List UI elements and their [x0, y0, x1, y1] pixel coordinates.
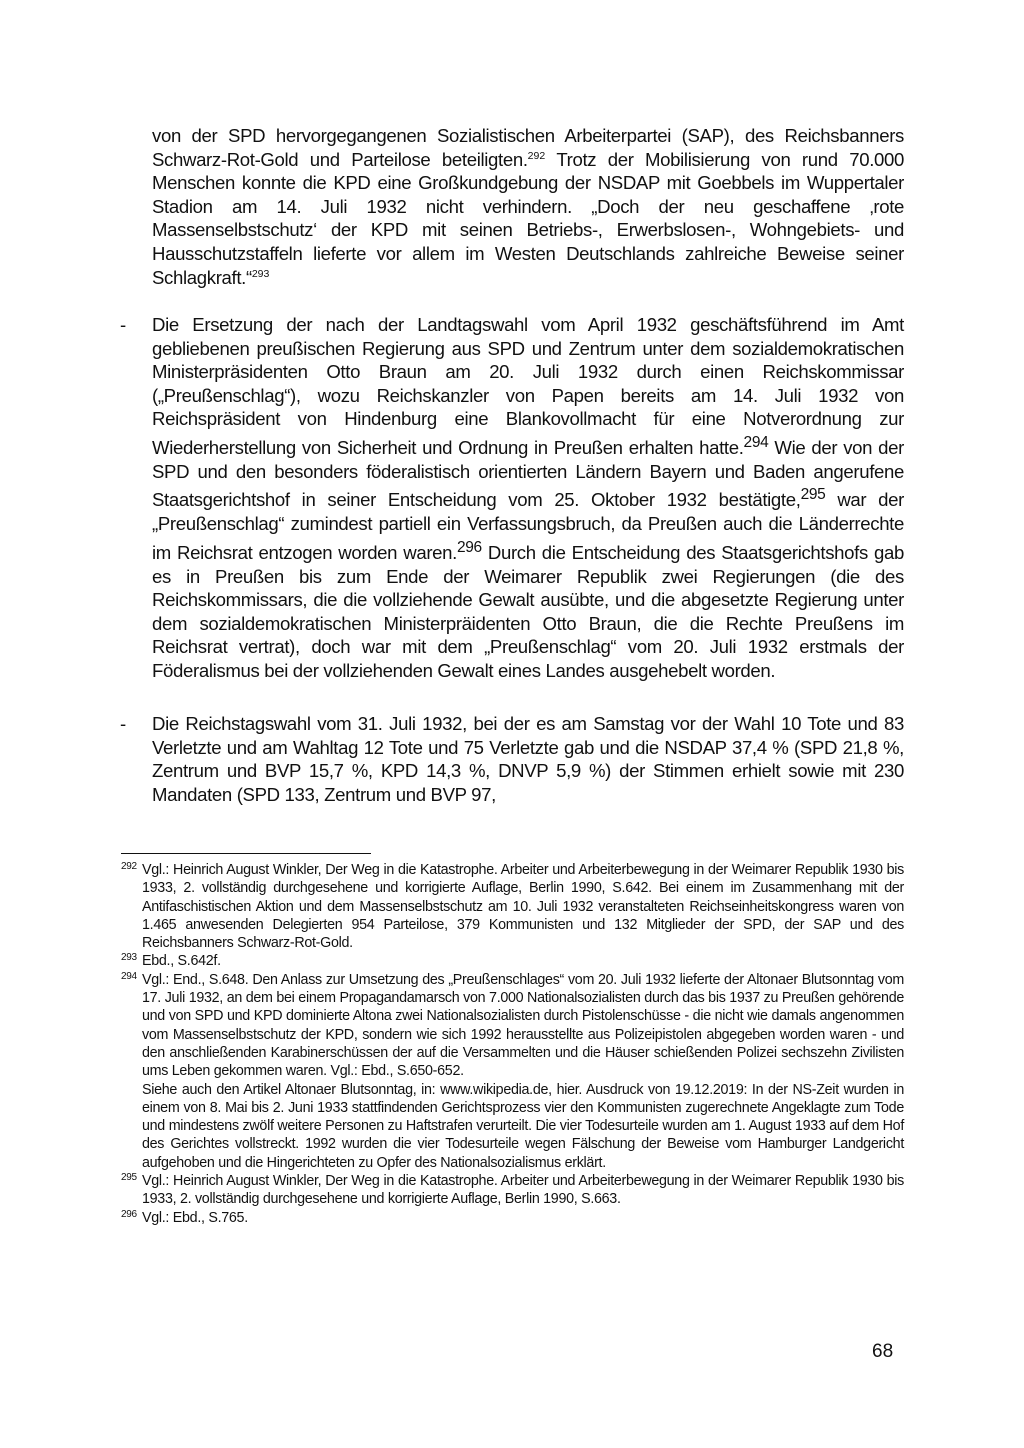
bullet-item-preussenschlag — [120, 313, 904, 682]
footnote-ref-293[interactable]: 293 — [251, 267, 270, 280]
footnote-number: 293 — [121, 952, 137, 964]
footnote-text: Ebd., S.642f. — [142, 953, 221, 970]
bullet-dash: - — [120, 314, 127, 335]
bullet-text-part: Wie der von der SPD und den besonders föderalistisch orientierten Ländern Bayern und Baden angerufene Staatsgerichtshof in seiner Entscheidung vom 25. Oktober 1932 bestätigte, — [152, 437, 904, 511]
page-number: 68 — [872, 1341, 894, 1362]
footnote-ref-295[interactable]: 295 — [800, 486, 826, 504]
footnote-ref-296[interactable]: 296 — [456, 538, 482, 556]
footnote-293 — [121, 952, 904, 970]
footnote-number: 295 — [121, 1172, 137, 1184]
bullet-text-part: Die Ersetzung der nach der Landtagswahl vom April 1932 geschäftsführend im Amt gebliebenen preußischen Regierung aus SPD und Zentrum unter dem sozialdemokratischen Ministerpräsidenten Otto Braun am 20. Juli 1932 durch einen Reichskommissar („Preußenschlag“), wozu Reichskanzler von Papen bereits am 14. Juli 1932 von Reichspräsident von Hindenburg eine Blankovollmacht für eine Notverordnung zur Wiederherstellung von Sicherheit und Ordnung in Preußen erhalten hatte. — [152, 314, 904, 459]
footnote-continuation: Siehe auch den Artikel Altonaer Blutsonntag, in: www.wikipedia.de, hier. Ausdruck von 19.12.2019: In der NS-Zeit wurden in einem von 8. Mai bis 2. Juni 1933 stattfindenden Gerichtsprozess vier den Kommunisten zugerechnete Angeklagte zum Tode und mindestens zwölf weitere Personen zu Haftstrafen verurteilt. Die vier Todesurteile wurden am 1. August 1933 auf dem Hof des Gerichtes vollstreckt. 1992 wurden die vier Todesurteile wegen Fälschung der Beweise vom Hamburger Landgericht aufgehoben und die Hingerichteten zu Opfer des Nationalsozialismus erklärt. — [142, 1081, 904, 1171]
footnote-number: 292 — [121, 861, 137, 872]
bullet-text: Die Reichstagswahl vom 31. Juli 1932, bei der es am Samstag vor der Wahl 10 Tote und 83 Verletzte und am Wahltag 12 Tote und 75 Verletzte gab und die NSDAP 37,4 % (SPD 21,8 %, Zentrum und BVP 15,7 %, KPD 14,3 %, DNVP 5,9 %) der Stimmen erhielt sowie mit 230 Mandaten (SPD 133, Zentrum und BVP 97, — [152, 713, 904, 805]
footnote-number: 296 — [121, 1208, 137, 1220]
footnote-294 — [121, 971, 904, 1172]
footnote-number: 294 — [121, 970, 137, 982]
footnote-292 — [121, 861, 904, 952]
footnote-text: Vgl.: Heinrich August Winkler, Der Weg in die Katastrophe. Arbeiter und Arbeiterbewegung in der Weimarer Republik 1930 bis 1933, 2. vollständig durchgesehene und korrigierte Auflage, Berlin 1990, S.663. — [142, 1173, 904, 1208]
bullet-text-part: Durch die Entscheidung des Staatsgerichtshofs gab es in Preußen bis zum Ende der Weimarer Republik zwei Regierungen (die des Reichskommissars, die die vollziehende Gewalt ausübte, und die abgesetzte Regierung unter dem sozialdemokratischen Ministerpräidenten Otto Braun, die die Rechte Preußens im Reichsrat vertrat), doch war mit dem „Preußenschlag“ vom 20. Juli 1932 erstmals der Föderalismus bei der vollziehenden Gewalt eines Landes ausgehebelt worden. — [152, 541, 904, 681]
bullet-dash: - — [120, 713, 127, 734]
intro-paragraph — [152, 124, 904, 289]
bullet-item-reichstagswahl — [120, 712, 904, 806]
footnote-separator — [121, 853, 371, 854]
footnote-296 — [121, 1209, 904, 1227]
footnote-text: Vgl.: Ebd., S.765. — [142, 1209, 248, 1226]
bullet-text-part: war der „Preußenschlag“ zumindest partiell ein Verfassungsbruch, da Preußen auch die Länderrechte im Reichsrat entzogen worden waren. — [152, 489, 905, 563]
paragraph-text: von der SPD hervorgegangenen Sozialistischen Arbeiterpartei (SAP), des Reichsbanners Schwarz-Rot-Gold und Parteilose beteiligten. — [152, 125, 904, 170]
bullet-text — [152, 313, 904, 682]
footnote-ref-292[interactable]: 292 — [527, 149, 546, 162]
paragraph-text: Trotz der Mobilisierung von rund 70.000 Menschen konnte die KPD eine Großkundgebung der NSDAP mit Goebbels im Wuppertaler Stadion am 14. Juli 1932 nicht verhindern. „Doch der neu geschaffene ‚rote Massenselbstschutz‘ der KPD mit seinen Betriebs-, Erwerbslosen-, Wohngebiets- und Hausschutzstaffeln lieferte vor allem im Westen Deutschlands zahlreiche Beweise seiner Schlagkraft.“ — [152, 148, 904, 288]
footnote-text: Vgl.: End., S.648. Den Anlass zur Umsetzung des „Preußenschlages“ vom 20. Juli 1932 lieferte der Altonaer Blutsonntag vom 17. Juli 1932, an dem bei einem Propagandamarsch von 7.000 Nationalsozialisten durch das bis 1937 zu Preußen gehörende und von SPD und KPD dominierte Altona zwei Nationalsozialisten durch Pistolenschüsse - die nicht wie damals angenommen vom Massenselbstschutz der KPD, sondern wie sich 1992 herausstellte aus Polizeipistolen abgegeben worden waren - und den anschließenden Karabinerschüssen der auf die Versammelten und die Häuser schießenden Polizei sechszehn Zivilisten ums Leben gekommen waren. Vgl.: Ebd., S.650-652. — [142, 971, 904, 1080]
footnote-ref-294[interactable]: 294 — [743, 433, 769, 451]
footnotes — [121, 861, 904, 1227]
footnote-295 — [121, 1172, 904, 1209]
footnote-text: Vgl.: Heinrich August Winkler, Der Weg in die Katastrophe. Arbeiter und Arbeiterbewegung in der Weimarer Republik 1930 bis 1933, 2. vollständig durchgesehene und korrigierte Auflage, Berlin 1990, S.642. Bei einem im Zusammenhang mit der Antifaschistischen Aktion und dem Massenselbstschutz am 10. Juli 1932 veranstalteten Reichseinheitskongress waren von 1.465 anwesenden Delegierten 954 Parteilose, 379 Kommunisten und 132 Mitglieder der SPD, der SAP und des Reichsbanners Schwarz-Rot-Gold. — [142, 862, 904, 952]
